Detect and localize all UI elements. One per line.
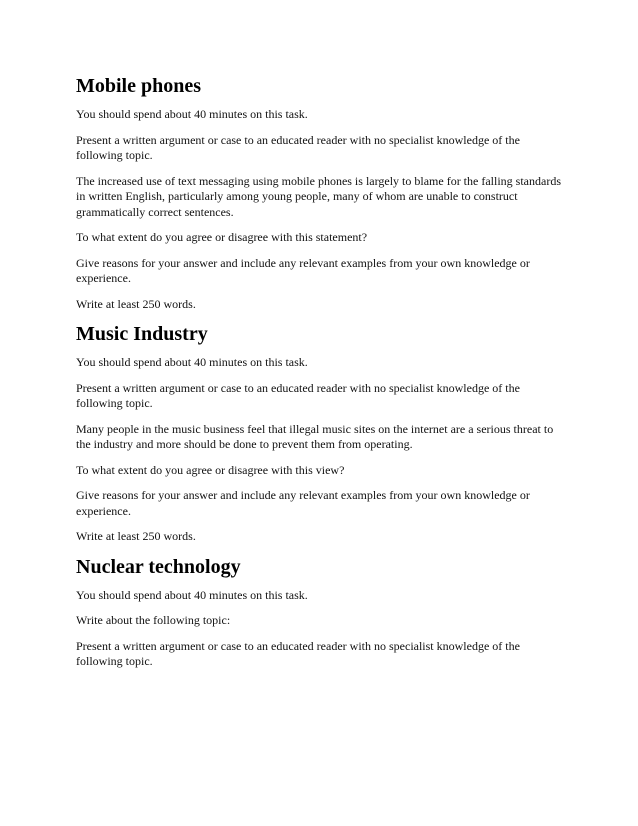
paragraph-reasons-instruction: Give reasons for your answer and include any relevant examples from your own knowledge or experience. <box>76 255 530 285</box>
section-title: Nuclear technology <box>76 555 241 578</box>
paragraph-task-instruction: Present a written argument or case to an educated reader with no specialist knowledge of the following topic. <box>76 132 520 162</box>
paragraph-time-instruction: You should spend about 40 minutes on this task. <box>76 107 308 121</box>
paragraph-word-count: Write at least 250 words. <box>76 529 196 543</box>
document-page <box>76 74 566 680</box>
paragraph-word-count: Write at least 250 words. <box>76 296 196 311</box>
section-title: Mobile phones <box>76 75 202 97</box>
paragraph-topic-statement: Many people in the music business feel that illegal music sites on the internet are a serious threat to the industry and more should be done to prevent them from operating. <box>76 421 554 451</box>
paragraph-task-instruction: Present a written argument or case to an educated reader with no specialist knowledge of the following topic. <box>76 380 520 410</box>
section-music-industry <box>76 322 566 545</box>
paragraph-question: To what extent do you agree or disagree with this statement? <box>76 230 368 244</box>
paragraph-topic-statement: The increased use of text messaging using mobile phones is largely to blame for the falling standards in written English, particularly among young people, many of whom are unable to construct grammatically correct sentences. <box>76 173 561 219</box>
section-nuclear-technology <box>76 555 566 670</box>
section-title: Music Industry <box>76 323 208 345</box>
paragraph-topic-intro: Write about the following topic: <box>76 613 231 627</box>
paragraph-question: To what extent do you agree or disagree with this view? <box>76 462 345 477</box>
paragraph-task-instruction: Present a written argument or case to an educated reader with no specialist knowledge of the following topic. <box>76 638 520 668</box>
paragraph-time-instruction: You should spend about 40 minutes on this task. <box>76 355 308 369</box>
paragraph-time-instruction: You should spend about 40 minutes on this task. <box>76 587 308 602</box>
paragraph-reasons-instruction: Give reasons for your answer and include any relevant examples from your own knowledge or experience. <box>76 488 530 518</box>
section-mobile-phones <box>76 74 566 312</box>
